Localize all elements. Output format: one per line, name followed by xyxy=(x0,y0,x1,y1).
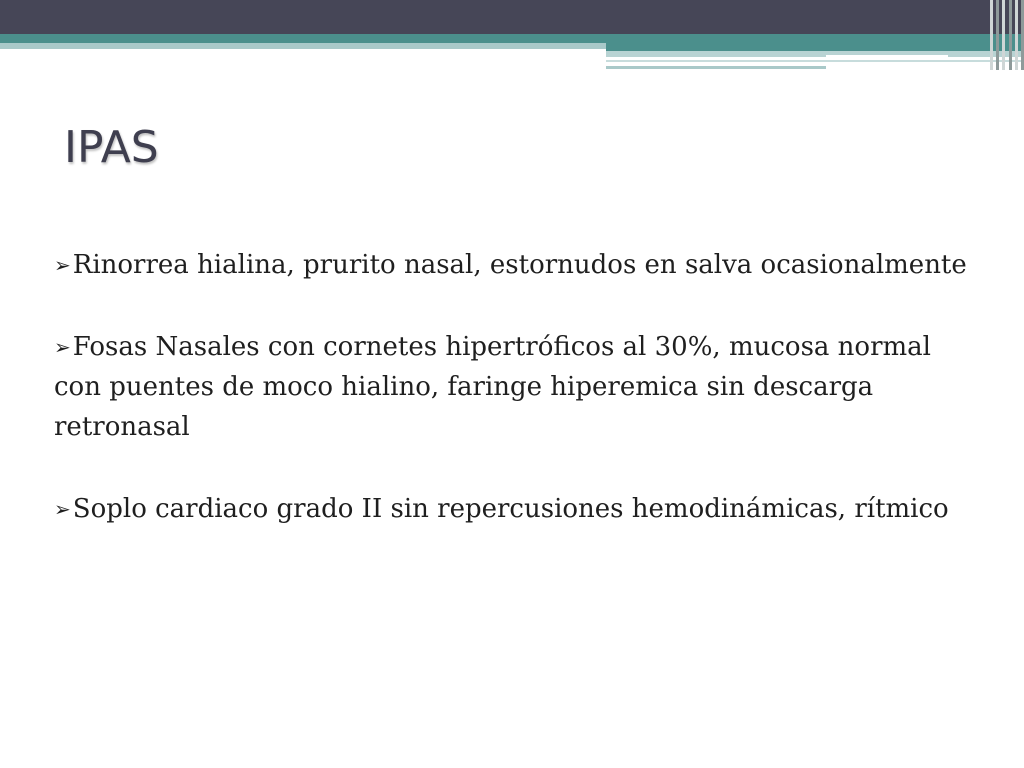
arrow-bullet-icon: ➢ xyxy=(54,497,71,521)
header-band-right-light xyxy=(606,51,1024,57)
bullet-item xyxy=(54,245,974,285)
header-white-segment xyxy=(826,55,948,58)
arrow-bullet-icon: ➢ xyxy=(54,253,71,277)
header-band-right-teal xyxy=(606,43,1024,51)
header-thin-line-short xyxy=(606,66,826,69)
slide-title: IPAS xyxy=(64,122,159,173)
bullet-text: Rinorrea hialina, prurito nasal, estornudos en salva ocasionalmente xyxy=(72,250,967,280)
bullet-list xyxy=(54,245,974,571)
header-thin-line xyxy=(606,60,1024,62)
bullet-item xyxy=(54,489,974,529)
header-stripes xyxy=(990,0,1024,70)
arrow-bullet-icon: ➢ xyxy=(54,335,71,359)
bullet-item xyxy=(54,327,974,447)
bullet-text: Fosas Nasales con cornetes hipertróficos al 30%, mucosa normal con puentes de moco hialino, faringe hiperemica sin descarga retronasal xyxy=(54,332,931,442)
header-band-teal xyxy=(0,34,1024,43)
header-band-dark xyxy=(0,0,1024,34)
bullet-text: Soplo cardiaco grado II sin repercusiones hemodinámicas, rítmico xyxy=(72,494,949,524)
